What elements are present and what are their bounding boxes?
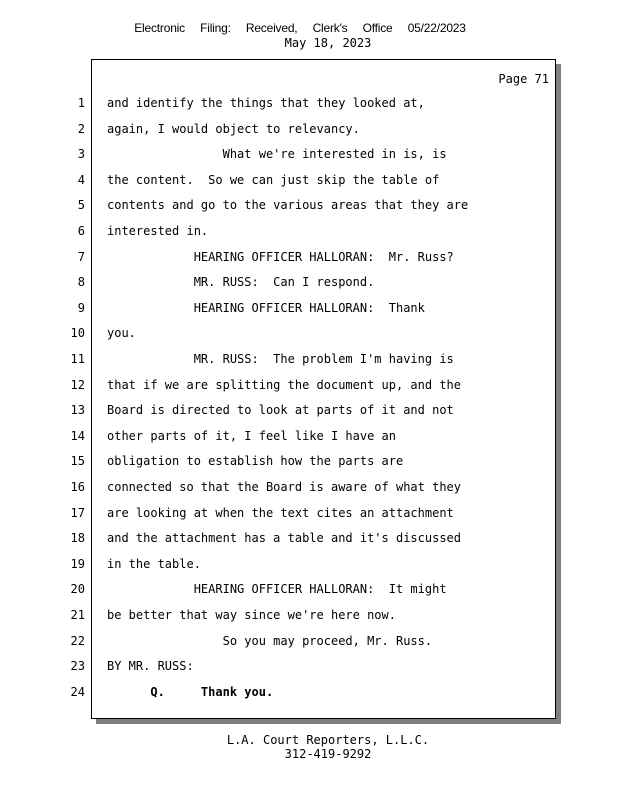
line-text: HEARING OFFICER HALLORAN: It might: [107, 582, 447, 597]
line-text: contents and go to the various areas that they are: [107, 198, 469, 213]
transcript-line: [0, 631, 618, 651]
line-text: Q. Thank you.: [107, 684, 274, 699]
transcript-line: [0, 579, 618, 599]
transcript-line: [0, 426, 618, 446]
line-text: are looking at when the text cites an attachment: [107, 505, 454, 520]
transcript-line: [0, 349, 618, 369]
transcript-line: [0, 554, 618, 574]
line-text: you.: [107, 326, 136, 341]
transcript-line: [0, 170, 618, 190]
line-number: 7: [77, 249, 85, 264]
line-number: 3: [77, 147, 85, 162]
transcript-line: [0, 400, 618, 420]
transcript-line: [0, 682, 618, 702]
transcript-line: [0, 272, 618, 292]
transcript-line: [0, 477, 618, 497]
line-number: 12: [70, 377, 85, 392]
line-text: What we're interested in is, is: [107, 147, 447, 162]
filing-word-2: Filing:: [200, 21, 231, 35]
transcript-line: [0, 298, 618, 318]
filing-word-1: Electronic: [134, 21, 185, 35]
line-number: 15: [70, 454, 85, 469]
transcript-line: [0, 195, 618, 215]
filing-word-5: Office: [362, 21, 393, 35]
line-number: 13: [70, 403, 85, 418]
line-number: 14: [70, 428, 85, 443]
transcript-line: [0, 144, 618, 164]
transcript-line: [0, 451, 618, 471]
line-text: Board is directed to look at parts of it and not: [107, 403, 454, 418]
line-number: 5: [77, 198, 85, 213]
line-text: So you may proceed, Mr. Russ.: [107, 633, 433, 648]
line-text: be better that way since we're here now.: [107, 608, 396, 622]
line-number: 24: [70, 684, 85, 699]
line-text: other parts of it, I feel like I have an: [107, 428, 396, 443]
line-number: 9: [77, 300, 85, 315]
transcript-line: [0, 119, 618, 139]
line-text: and the attachment has a table and it's discussed: [107, 531, 462, 546]
line-number: 2: [77, 121, 85, 136]
electronic-filing-stamp: [0, 21, 600, 35]
transcript-line: [0, 503, 618, 523]
transcript-line: [0, 528, 618, 548]
line-number: 19: [70, 556, 85, 571]
filing-word-3: Received,: [245, 21, 298, 35]
line-number: 10: [70, 326, 85, 341]
page-number: Page 71: [498, 72, 549, 86]
line-text: in the table.: [107, 556, 201, 571]
line-number: 17: [70, 505, 85, 520]
line-number: 16: [70, 480, 85, 494]
line-number: 20: [70, 582, 85, 597]
line-number: 22: [70, 633, 85, 648]
transcript-line: [0, 605, 618, 625]
footer-phone: 312-419-9292: [284, 747, 372, 761]
line-text: and identify the things that they looked at,: [107, 96, 425, 110]
line-text: connected so that the Board is aware of what they: [107, 480, 462, 494]
line-number: 1: [77, 96, 85, 110]
line-number: 21: [70, 608, 85, 622]
line-number: 4: [77, 172, 85, 187]
line-text: BY MR. RUSS:: [107, 659, 194, 674]
line-text: HEARING OFFICER HALLORAN: Mr. Russ?: [107, 249, 454, 264]
transcript-line: [0, 93, 618, 113]
filing-word-4: Clerk's: [312, 21, 348, 35]
line-text: again, I would object to relevancy.: [107, 121, 360, 136]
line-text: obligation to establish how the parts are: [107, 454, 404, 469]
line-text: that if we are splitting the document up, and the: [107, 377, 462, 392]
transcript-line: [0, 221, 618, 241]
transcript-line: [0, 656, 618, 676]
line-number: 6: [77, 224, 85, 238]
line-text: interested in.: [107, 224, 209, 238]
transcript-date: May 18, 2023: [284, 36, 372, 50]
line-number: 11: [70, 352, 85, 366]
line-number: 18: [70, 531, 85, 546]
line-text: MR. RUSS: The problem I'm having is: [107, 352, 454, 366]
transcript-line: [0, 323, 618, 343]
line-text: the content. So we can just skip the table of: [107, 172, 440, 187]
line-text: MR. RUSS: Can I respond.: [107, 275, 375, 290]
filing-date: 05/22/2023: [407, 21, 466, 35]
line-text: HEARING OFFICER HALLORAN: Thank: [107, 300, 425, 315]
footer-company: L.A. Court Reporters, L.L.C.: [226, 733, 430, 747]
transcript-line: [0, 375, 618, 395]
line-number: 23: [70, 659, 85, 674]
line-number: 8: [77, 275, 85, 290]
transcript-line: [0, 247, 618, 267]
